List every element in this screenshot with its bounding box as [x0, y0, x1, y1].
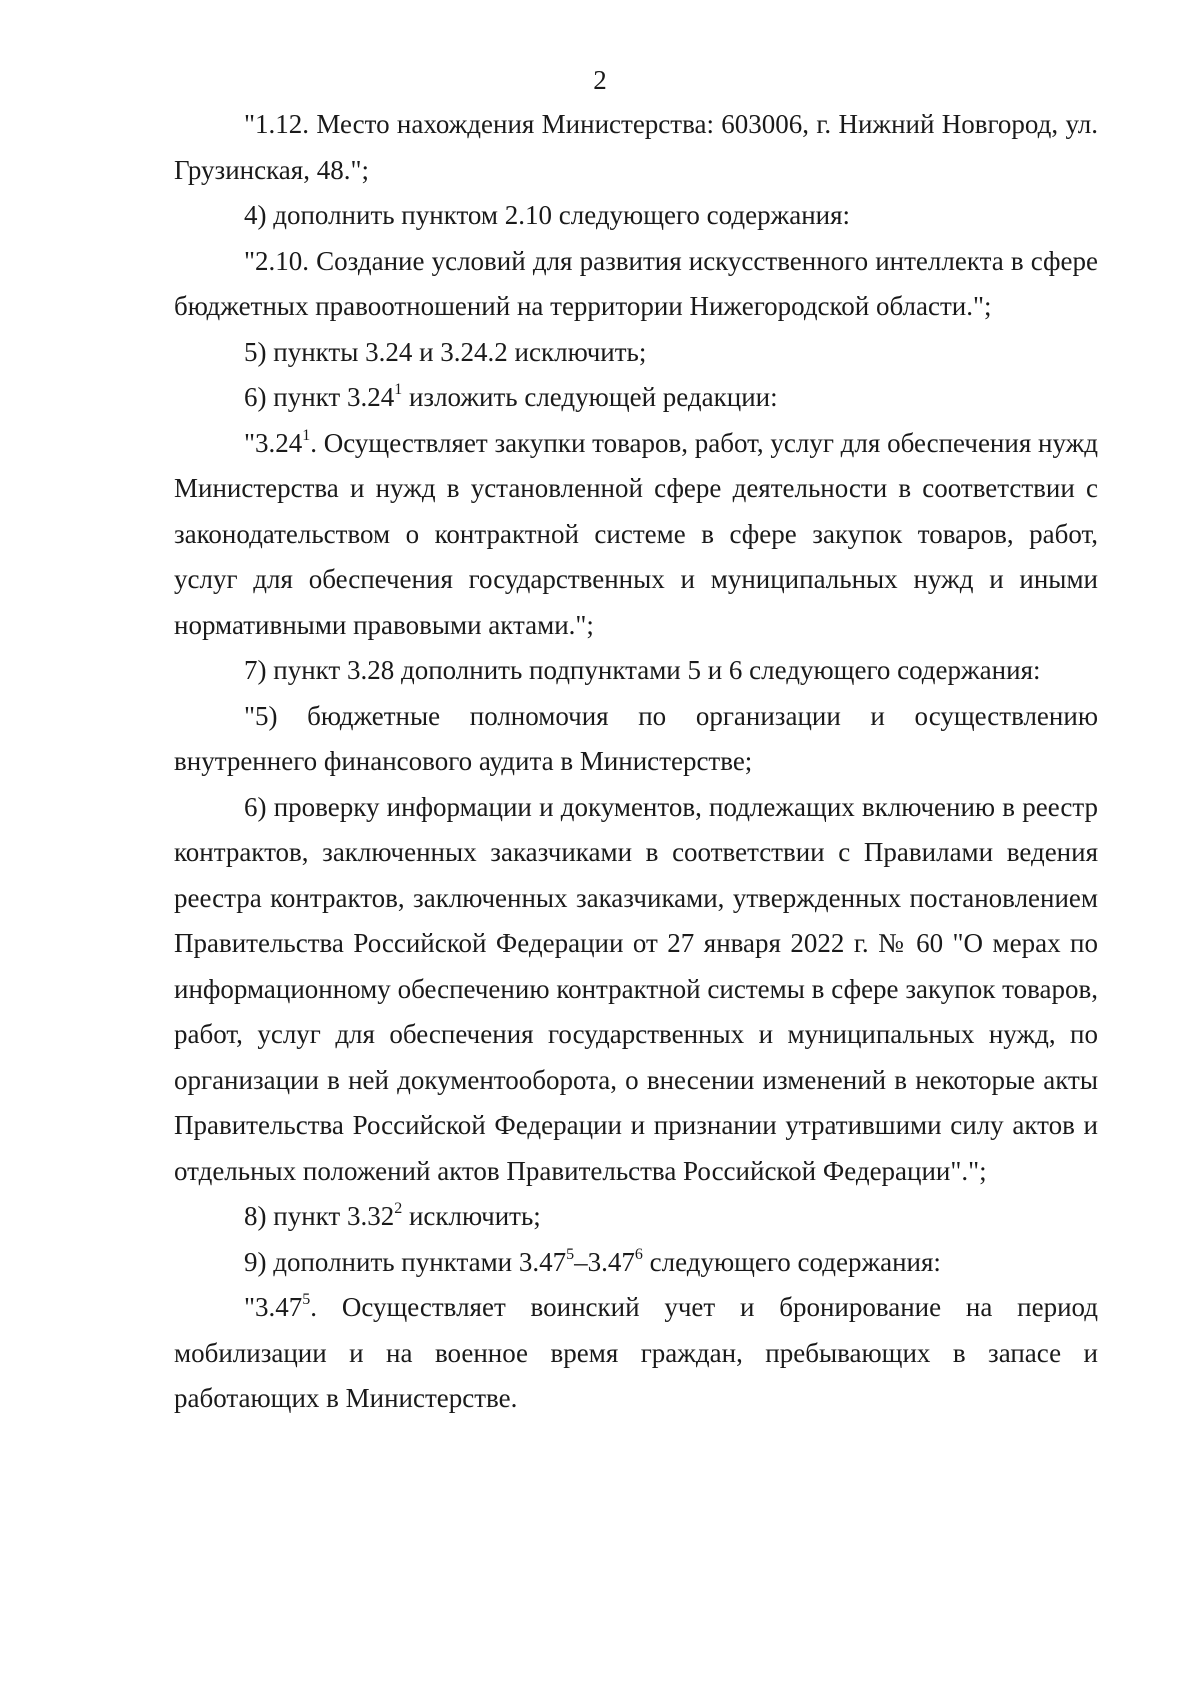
paragraph-text: изложить следующей редакции:: [402, 382, 778, 412]
paragraph-text: "2.10. Создание условий для развития искусственного интеллекта в сфере бюджетных правоотношений на территории Нижегородской области.";: [174, 245, 1098, 321]
paragraph-text: 9) дополнить пунктами 3.47: [244, 1246, 567, 1277]
paragraph-item-9: [174, 1240, 1098, 1286]
paragraph-subitem-6: [174, 785, 1098, 1195]
document-body: [174, 102, 1098, 1422]
superscript: 5: [302, 1291, 311, 1308]
paragraph-text: 5) пункты 3.24 и 3.24.2 исключить;: [244, 336, 647, 367]
paragraph-text: "5) бюджетные полномочия по организации и осуществлению внутреннего финансового аудита в Министерстве;: [174, 700, 1098, 776]
superscript: 6: [634, 1245, 643, 1263]
paragraph-text: . Осуществляет воинский учет и бронирование на период мобилизации и на военное время граждан, пребывающих в запасе и работающих в Министерстве.: [174, 1292, 1098, 1413]
paragraph-text: 6) пункт 3.24: [244, 382, 395, 412]
paragraph-1-12-address: [174, 102, 1098, 193]
paragraph-text: 7) пункт 3.28 дополнить подпунктами 5 и 6 следующего содержания:: [244, 655, 1041, 685]
paragraph-item-5: [174, 330, 1098, 376]
paragraph-text: "3.24: [244, 427, 303, 458]
paragraph-text: следующего содержания:: [642, 1246, 941, 1277]
superscript: 1: [302, 426, 311, 444]
paragraph-subitem-5: [174, 694, 1098, 785]
paragraph-text: –3.47: [574, 1246, 635, 1277]
paragraph-text: "1.12. Место нахождения Министерства: 603006, г. Нижний Новгород, ул. Грузинская, 48.";: [174, 109, 1098, 185]
paragraph-text: 8) пункт 3.32: [244, 1201, 395, 1231]
page-number: 2: [593, 65, 607, 95]
paragraph-2-10: [174, 239, 1098, 330]
paragraph-item-4: [174, 193, 1098, 239]
superscript: 1: [394, 381, 403, 398]
paragraph-text: исключить;: [402, 1201, 541, 1231]
paragraph-3-24-1: [174, 421, 1098, 649]
superscript: 5: [566, 1245, 575, 1263]
paragraph-text: 6) проверку информации и документов, подлежащих включению в реестр контрактов, заключенных заказчиками в соответствии с Правилами ведения реестра контрактов, заключенных заказчиками, утвержденных постановлением Правительства Российской Федерации от 27 января 2022 г. № 60 "О мерах по информационному обеспечению контрактной системы в сфере закупок товаров, работ, услуг для обеспечения государственных и муниципальных нужд, по организации в ней документооборота, о внесении изменений в некоторые акты Правительства Российской Федерации и признании утратившими силу актов и отдельных положений актов Правительства Российской Федерации".";: [174, 791, 1098, 1186]
paragraph-3-47-5: [174, 1285, 1098, 1422]
paragraph-text: 4) дополнить пунктом 2.10 следующего содержания:: [244, 200, 851, 230]
paragraph-item-8: [174, 1194, 1098, 1240]
superscript: 2: [394, 1200, 403, 1217]
paragraph-text: "3.47: [244, 1292, 303, 1322]
paragraph-item-6: [174, 375, 1098, 421]
paragraph-text: . Осуществляет закупки товаров, работ, услуг для обеспечения нужд Министерства и нужд в установленной сфере деятельности в соответствии с законодательством о контрактной системе в сфере закупок товаров, работ, услуг для обеспечения государственных и муниципальных нужд и иными нормативными правовыми актами.";: [174, 427, 1098, 640]
paragraph-item-7: [174, 648, 1098, 694]
